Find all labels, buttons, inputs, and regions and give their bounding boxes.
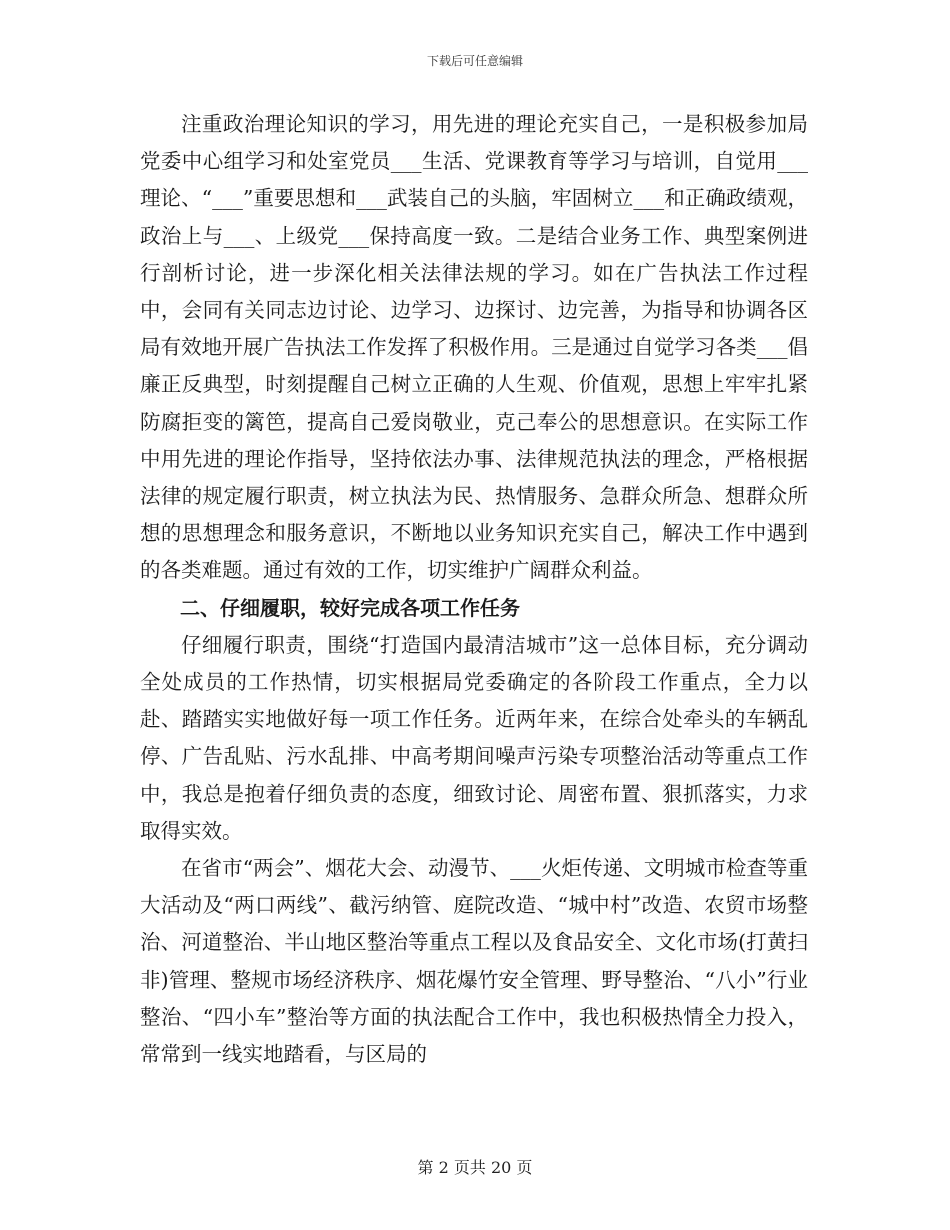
document-body bbox=[140, 106, 808, 1073]
page-header-note: 下载后可任意编辑 bbox=[426, 54, 523, 68]
paragraph-major-events: 在省市“两会”、烟花大会、动漫节、___火炬传递、文明城市检查等重大活动及“两口两线”、截污纳管、庭院改造、“城中村”改造、农贸市场整治、河道整治、半山地区整治等重点工程以及食品安全、文化市场(打黄扫非)管理、整规市场经济秩序、烟花爆竹安全管理、野导整治、“八小”行业整治、“四小车”整治等方面的执法配合工作中，我也积极热情全力投入，常常到一线实地踏看，与区局的 bbox=[140, 856, 808, 1067]
page-footer-number: 第 2 页共 20 页 bbox=[417, 1158, 533, 1177]
section-heading-2: 二、仔细履职，较好完成各项工作任务 bbox=[180, 595, 520, 620]
paragraph-theory-study: 注重政治理论知识的学习，用先进的理论充实自己，一是积极参加局党委中心组学习和处室党员___生活、党课教育等学习与培训，自觉用___理论、“___”重要思想和___武装自己的头脑，牢固树立___和正确政绩观，政治上与___、上级党___保持高度一致。二是结合业务工作、典型案例进行剖析讨论，进一步深化相关法律法规的学习。如在广告执法工作过程中，会同有关同志边讨论、边学习、边探讨、边完善，为指导和协调各区局有效地开展广告执法工作发挥了积极作用。三是通过自觉学习各类___倡廉正反典型，时刻提醒自己树立正确的人生观、价值观，思想上牢牢扎紧防腐拒变的篱笆，提高自己爱岗敬业，克己奉公的思想意识。在实际工作中用先进的理论作指导，坚持依法办事、法律规范执法的理念，严格根据法律的规定履行职责，树立执法为民、热情服务、急群众所急、想群众所想的思想理念和服务意识，不断地以业务知识充实自己，解决工作中遇到的各类难题。通过有效的工作，切实维护广阔群众利益。 bbox=[140, 112, 808, 583]
paragraph-duties: 仔细履行职责，围绕“打造国内最清洁城市”这一总体目标，充分调动全处成员的工作热情，切实根据局党委确定的各阶段工作重点，全力以赴、踏踏实实地做好每一项工作任务。近两年来，在综合处牵头的车辆乱停、广告乱贴、污水乱排、中高考期间噪声污染专项整治活动等重点工作中，我总是抱着仔细负责的态度，细致讨论、周密布置、狠抓落实，力求取得实效。 bbox=[140, 632, 808, 843]
